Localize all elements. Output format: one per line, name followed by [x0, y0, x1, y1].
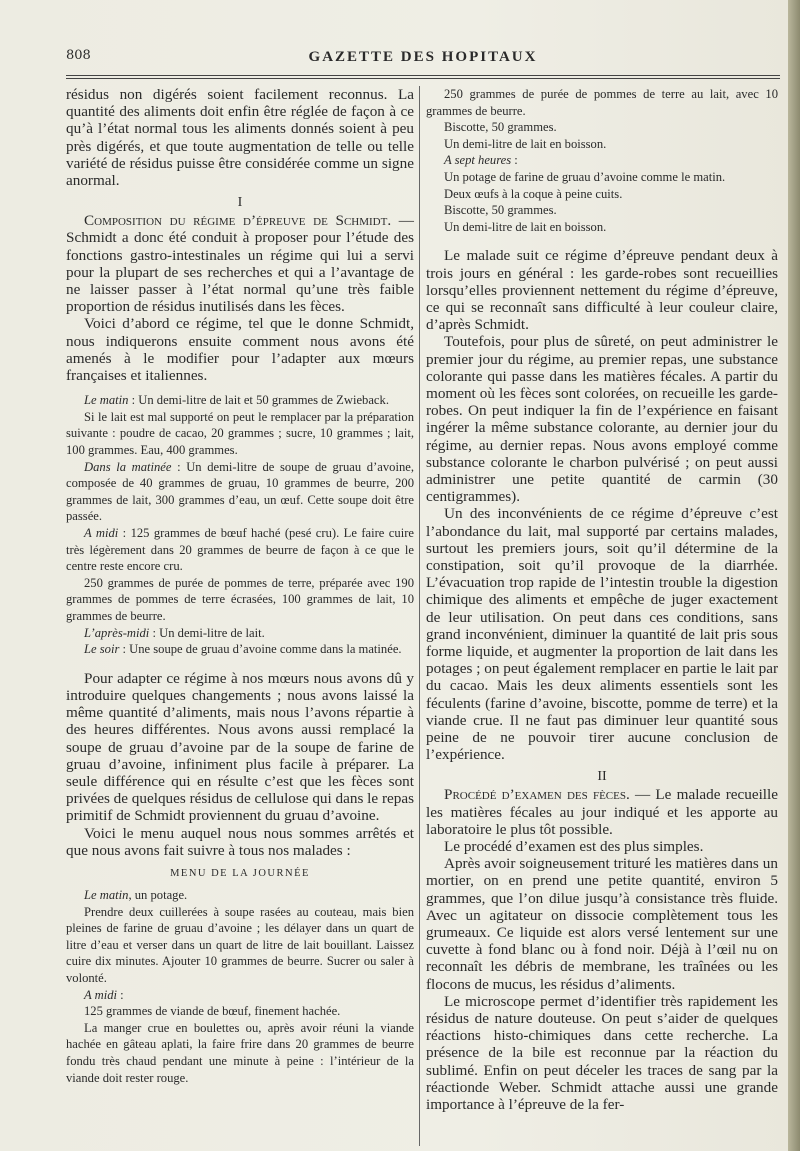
menu-entry: Un potage de farine de gruau d’avoine comme le matin.: [444, 169, 726, 184]
column-divider: [419, 86, 420, 1146]
paragraph: Le procédé d’examen est des plus simples.: [444, 838, 704, 856]
paragraph: Toutefois, pour plus de sûreté, on peut administrer le premier jour du régime, au premier repas, une substance colorante qui passe dans les matières fécales. A partir du moment où les fèces sont colorées, on recueille les garde-robes. On peut indiquer la fin de l’expérience en faisant ingérer la même substance colorante, au dernier jour du régime, au dernier repas. Nous avons employé comme substance colorante le charbon pulvérisé ; on peut aussi administrer une petite quantité de carmin (30 centigrammes).: [426, 333, 778, 506]
section-heading: Procédé d’examen des fèces.: [444, 786, 630, 804]
section-heading: Composition du régime d’épreuve de Schmidt.: [84, 212, 392, 230]
paragraph: Pour adapter ce régime à nos mœurs nous avons dû y introduire quelques changements ; nous avons laissé la même quantité d’aliments, mais nous l’avons répartie à des heures différentes. Nous avons aussi remplacé la soupe de gruau d’avoine par de la soupe de farine de gruau d’avoine, infiniment plus facile à préparer. La seule différence qui en résulte c’est que les fèces sont privées de quelques résidus de cellulose qui dans le repas primitif de Schmidt proviennent du gruau d’avoine.: [66, 669, 414, 825]
right-column: [426, 86, 778, 1113]
menu-entry: Biscotte, 50 grammes.: [444, 120, 557, 135]
left-column: [66, 86, 414, 1086]
entry-label: L’après-midi: [84, 625, 150, 640]
entry-label: Le matin: [84, 393, 129, 408]
paragraph: Après avoir soigneusement trituré les matières dans un mortier, on en prend une petite quantité, environ 5 grammes, que l’on dilue jusqu’à consistance très fluide. Avec un agitateur on dissocie complètement tous les grumeaux. Ce liquide est alors versé lentement sur une cuvette à fond blanc ou à fond noir. Déjà à l’œil nu on reconnaît les débris de membrane, les traînées ou les flocons de mucus, les résidus d’aliments.: [426, 855, 778, 993]
diet-entry: [66, 459, 414, 525]
entry-text: : Un demi-litre de lait.: [149, 625, 265, 640]
spacer: [66, 384, 414, 392]
paragraph: résidus non digérés soient facilement reconnus. La quantité des aliments doit enfin être réglée de façon à ce qu’à l’état normal tous les aliments donnés soient à peu près digérés, et que toute augmentation de telle ou telle variété de résidus puisse être considérée comme un signe anormal.: [66, 86, 414, 190]
menu-entry: La manger crue en boulettes ou, après avoir réuni la viande hachée en gâteau aplati, la faire frire dans 20 grammes de beurre fondu très chaud pendant une minute à peine : l’intérieur de la viande doit rester rouge.: [66, 1020, 414, 1085]
spacer: [426, 235, 778, 247]
entry-text: : 125 grammes de bœuf haché (pesé cru). Le faire cuire très légèrement dans 20 grammes de beurre de façon à ce que le centre reste encore cru.: [66, 526, 414, 574]
menu-entry: Prendre deux cuillerées à soupe rasées au couteau, mais bien pleines de farine de gruau d’avoine ; les délayer dans un quart de litre d’eau et verser dans un quart de litre de lait bouillant. Laissez cuire dix minutes. Ajouter 10 grammes de beurre. Sucrer ou saler à volonté.: [66, 904, 414, 985]
diet-entry: [66, 625, 414, 642]
entry-text: :: [511, 153, 518, 168]
entry-text: : Une soupe de gruau d’avoine comme dans la matinée.: [119, 642, 402, 657]
section-text: — Le malade recueille les matières fécales au jour indiqué et les apporte au laboratoire le plus tôt possible.: [426, 786, 778, 838]
diet-entry: [66, 641, 414, 658]
entry-text: : Un demi-litre de lait et 50 grammes de Zwieback.: [128, 393, 389, 408]
entry-label: Le matin: [84, 887, 129, 902]
diet-entry: 250 grammes de purée de pommes de terre, préparée avec 190 grammes de pommes de terre écrasées, 100 grammes de lait, 10 grammes de beurre.: [66, 575, 414, 623]
menu-entry: 125 grammes de viande de bœuf, finement hachée.: [84, 1004, 341, 1019]
menu-entry: [66, 887, 414, 904]
spacer: [66, 658, 414, 670]
section-paragraph: [426, 786, 778, 838]
menu-entry: [66, 987, 414, 1004]
paragraph: Le malade suit ce régime d’épreuve pendant deux à trois jours en général : les garde-robes sont recueillies lorsqu’elles proviennent nettement du régime d’épreuve, ce qui se reconnaît sans difficulté à leur couleur claire, d’après Schmidt.: [426, 247, 778, 334]
menu-entry: Deux œufs à la coque à peine cuits.: [444, 186, 623, 201]
menu-entry: Un demi-litre de lait en boisson.: [444, 219, 607, 234]
menu-entry: 250 grammes de purée de pommes de terre au lait, avec 10 grammes de beurre.: [426, 87, 778, 118]
entry-label: Le soir: [84, 642, 120, 657]
journal-title: GAZETTE DES HOPITAUX: [308, 49, 538, 65]
diet-entry: Si le lait est mal supporté on peut le remplacer par la préparation suivante : poudre de cacao, 20 grammes ; sucre, 10 grammes ; lait, 100 grammes. Eau, 400 grammes.: [66, 409, 414, 458]
menu-entry: Un demi-litre de lait en boisson.: [444, 136, 607, 151]
diet-entry: [66, 392, 414, 409]
entry-text: : Un demi-litre de soupe de gruau d’avoine, composée de 40 grammes de gruau, 10 grammes de beurre, 200 grammes de lait, 300 grammes d’eau, un œuf. Cette soupe doit être passée.: [66, 459, 414, 524]
entry-label: Dans la matinée: [84, 459, 172, 474]
entry-text: :: [117, 987, 124, 1002]
page-number: 808: [66, 48, 91, 63]
entry-text: , un potage.: [128, 887, 188, 902]
page-edge: [788, 0, 800, 1151]
paragraph: Le microscope permet d’identifier très rapidement les résidus de nature douteuse. On peut s’aider de quelques réactions histo-chimiques dans cette recherche. La présence de la bile est reconnue par la réaction du sublimé. Enfin on peut déceler les traces de sang par la réactionde Weber. Schmidt attache aussi une grande importance à l’épreuve de la fer-: [426, 992, 778, 1114]
menu-entry: Biscotte, 50 grammes.: [444, 203, 557, 218]
paragraph: Voici le menu auquel nous nous sommes arrêtés et que nous avons fait suivre à tous nos malades :: [66, 824, 414, 859]
section-number: I: [237, 195, 243, 211]
diet-entry: [66, 525, 414, 575]
paragraph: Un des inconvénients de ce régime d’épreuve c’est l’abondance du lait, mal supporté par certains malades, surtout les premiers jours, soit qu’il détermine de la constipation, soit qu’il provoque de la diarrhée. L’évacuation trop rapide de l’intestin trouble la digestion chimique des aliments et empêche de juger exactement de leur utilisation. On peut dans ces conditions, sans grand inconvénient, diminuer la quantité de lait pris sous forme liquide, et augmenter la proportion de lait dans les potages ; on peut également remplacer en partie le lait par du cacao. Mais les deux aliments essentiels sont les féculents (farine d’avoine, biscotte, pomme de terre) et la viande crue. Il ne faut pas diminuer leur quantité sous peine de ne pouvoir tirer aucune conclusion de l’expérience.: [426, 505, 778, 764]
entry-label: A midi: [84, 987, 118, 1002]
header-rule-double: [66, 78, 780, 79]
page-header: [66, 48, 780, 70]
entry-label: A midi: [84, 526, 119, 540]
section-number: II: [597, 769, 607, 785]
section-paragraph: [66, 212, 414, 315]
paragraph: Voici d’abord ce régime, tel que le donne Schmidt, nous indiquerons ensuite comment nous avons été amenés à le modifier pour l’adapter aux mœurs françaises et italiennes.: [66, 315, 414, 385]
menu-entry: [426, 152, 778, 169]
menu-title: MENU DE LA JOURNÉE: [170, 867, 310, 879]
entry-label: A sept heures: [444, 153, 512, 168]
header-rule: [66, 75, 780, 76]
section-text: — Schmidt a donc été conduit à proposer pour l’étude des fonctions gastro-intestinales un régime qui lui a servi pour la plupart de ses recherches et qui a l’avantage de ne laisser passer à l’état normal qu’une très faible proportion de résidus inutilisés dans les fèces.: [66, 212, 414, 316]
